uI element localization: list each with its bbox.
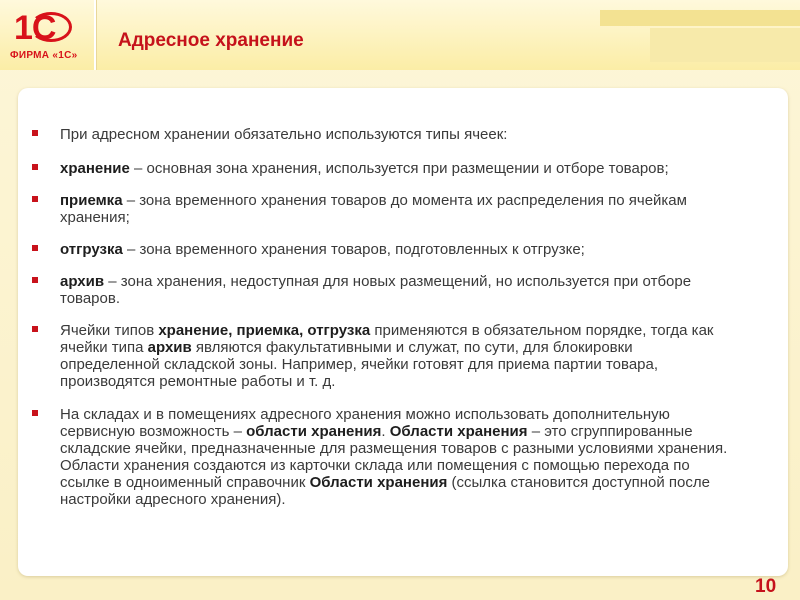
- list-item: [32, 241, 732, 258]
- slide-title: Адресное хранение: [118, 30, 304, 51]
- bullet-marker-icon: [32, 164, 38, 170]
- bullet-text: – это сгруппированные складские ячейки, предназначенные для размещения товаров с разными условиями хранения. Области хранения создаются из карточки склада или помещения с помощью перехода по ссылке в одноименный справочник: [60, 423, 728, 491]
- bullet-term: приемка: [60, 192, 123, 209]
- bullet-marker-icon: [32, 410, 38, 416]
- bullet-term: хранение: [60, 160, 130, 177]
- bullet-text: (ссылка становится доступной после настройки адресного хранения).: [60, 474, 710, 508]
- bullet-text: – зона временного хранения товаров, подготовленных к отгрузке;: [122, 241, 585, 258]
- bullet-marker-icon: [32, 326, 38, 332]
- bullet-term: Области хранения: [389, 423, 528, 440]
- bullet-term: области хранения: [246, 423, 382, 440]
- bullet-text: являются факультативными и служат, по сути, для блокировки определенной складской зоны. Например, ячейки готовят для приема партии товара, производятся ремонтные работы и т. д.: [60, 339, 659, 390]
- list-item: [32, 192, 732, 226]
- list-item: [32, 126, 732, 143]
- logo-subtitle: ФИРМА «1С»: [10, 50, 78, 61]
- bullet-text: – основная зона хранения, используется при размещении и отборе товаров;: [129, 160, 669, 177]
- bullet-marker-icon: [32, 277, 38, 283]
- slide-header: [0, 0, 800, 70]
- header-decoration-band: [600, 10, 800, 26]
- list-item: [32, 322, 732, 390]
- list-item: [32, 160, 732, 177]
- company-logo: [6, 6, 90, 66]
- bullet-text: Ячейки типов: [60, 322, 159, 339]
- page-number: 10: [755, 576, 777, 597]
- bullet-list: [32, 126, 732, 508]
- header-decoration-band: [650, 28, 800, 62]
- bullet-text: – зона хранения, недоступная для новых размещений, но используется при отборе товаров.: [60, 273, 692, 307]
- bullet-marker-icon: [32, 130, 38, 136]
- list-item: [32, 273, 732, 307]
- content-panel: [18, 88, 788, 576]
- list-item: [32, 406, 732, 508]
- bullet-term: архив: [147, 339, 192, 356]
- bullet-marker-icon: [32, 196, 38, 202]
- bullet-term: архив: [60, 273, 105, 290]
- header-divider: [94, 0, 96, 70]
- bullet-term: хранение, приемка, отгрузка: [158, 322, 371, 339]
- header-decoration: [600, 10, 800, 64]
- logo-mark: 1С: [14, 9, 56, 47]
- bullet-text: – зона временного хранения товаров до момента их распределения по ячейкам хранения;: [60, 192, 687, 226]
- bullet-term: Области хранения: [309, 474, 448, 491]
- bullet-marker-icon: [32, 245, 38, 251]
- bullet-text: На складах и в помещениях адресного хранения можно использовать дополнительную сервисную возможность –: [60, 406, 670, 440]
- bullet-text: .: [381, 423, 390, 440]
- bullet-text: При адресном хранении обязательно используются типы ячеек:: [60, 126, 508, 143]
- bullet-text: применяются в обязательном порядке, тогда как ячейки типа: [60, 322, 714, 356]
- bullet-term: отгрузка: [60, 241, 123, 258]
